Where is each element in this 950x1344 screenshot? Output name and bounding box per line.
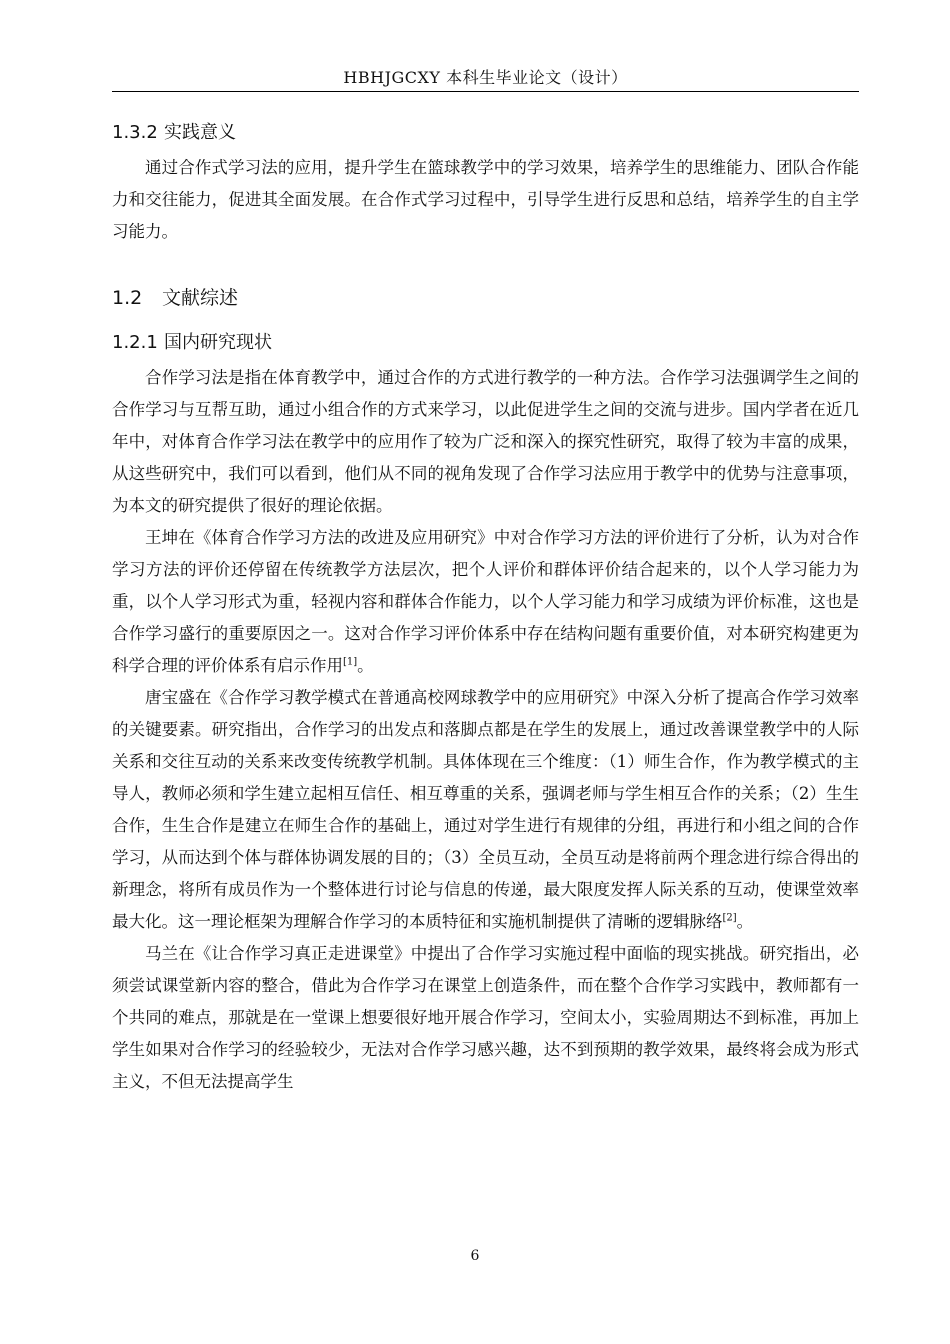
heading-number: 1.2.1	[112, 332, 158, 353]
page-body	[112, 114, 859, 1098]
paragraph-end: 。	[357, 656, 374, 675]
heading-number: 1.3.2	[112, 122, 158, 143]
heading-1-2-1	[112, 324, 859, 362]
paragraph-tang-baosheng	[112, 682, 859, 938]
paragraph-practical-significance: 通过合作式学习法的应用，提升学生在篮球教学中的学习效果，培养学生的思维能力、团队合作能力和交往能力，促进其全面发展。在合作式学习过程中，引导学生进行反思和总结，培养学生的自主学习能力。	[112, 158, 859, 241]
section-spacer	[112, 248, 859, 278]
heading-title: 国内研究现状	[164, 332, 272, 353]
citation-2: [2]	[722, 912, 737, 924]
paragraph-overview: 合作学习法是指在体育教学中，通过合作的方式进行教学的一种方法。合作学习法强调学生之间的合作学习与互帮互助，通过小组合作的方式来学习，以此促进学生之间的交流与进步。国内学者在近几年中，对体育合作学习法在教学中的应用作了较为广泛和深入的探究性研究，取得了较为丰富的成果，从这些研究中，我们可以看到，他们从不同的视角发现了合作学习法应用于教学中的优势与注意事项，为本文的研究提供了很好的理论依据。	[112, 368, 859, 515]
paragraph-ma-lan: 马兰在《让合作学习真正走进课堂》中提出了合作学习实施过程中面临的现实挑战。研究指出，必须尝试课堂新内容的整合，借此为合作学习在课堂上创造条件，而在整个合作学习实践中，教师都有一个共同的难点，那就是在一堂课上想要很好地开展合作学习，空间太小，实验周期达不到标准，再加上学生如果对合作学习的经验较少，无法对合作学习感兴趣，达不到预期的教学效果，最终将会成为形式主义，不但无法提高学生	[112, 944, 859, 1091]
citation-1: [1]	[343, 656, 358, 668]
page-number: 6	[470, 1248, 480, 1264]
heading-number: 1.2	[112, 287, 143, 309]
paragraph-text: 王坤在《体育合作学习方法的改进及应用研究》中对合作学习方法的评价进行了分析，认为对合作学习方法的评价还停留在传统教学方法层次，把个人评价和群体评价结合起来的，以个人学习能力为重，以个人学习形式为重，轻视内容和群体合作能力，以个人学习能力和学习成绩为评价标准，这也是合作学习盛行的重要原因之一。这对合作学习评价体系中存在结构问题有重要价值，对本研究构建更为科学合理的评价体系有启示作用	[112, 528, 859, 675]
paragraph-wang-kun	[112, 522, 859, 682]
running-header: HBHJGCXY 本科生毕业论文（设计）	[343, 68, 628, 87]
paragraph-end: 。	[736, 912, 754, 931]
header-rule	[112, 91, 859, 92]
heading-1-3-2	[112, 114, 859, 152]
heading-title: 文献综述	[162, 287, 239, 309]
paragraph-text: 唐宝盛在《合作学习教学模式在普通高校网球教学中的应用研究》中深入分析了提高合作学习效率的关键要素。研究指出，合作学习的出发点和落脚点都是在学生的发展上，通过改善课堂教学中的人际关系和交往互动的关系来改变传统教学机制。具体体现在三个维度：（1）师生合作，作为教学模式的主导人，教师必须和学生建立起相互信任、相互尊重的关系，强调老师与学生相互合作的关系；（2）生生合作，生生合作是建立在师生合作的基础上，通过对学生进行有规律的分组，再进行和小组之间的合作学习，从而达到个体与群体协调发展的目的；（3）全员互动，全员互动是将前两个理念进行综合得出的新理念，将所有成员作为一个整体进行讨论与信息的传递，最大限度发挥人际关系的互动，使课堂效率最大化。这一理论框架为理解合作学习的本质特征和实施机制提供了清晰的逻辑脉络	[112, 688, 859, 931]
heading-title: 实践意义	[164, 122, 236, 143]
heading-1-2	[112, 278, 859, 318]
